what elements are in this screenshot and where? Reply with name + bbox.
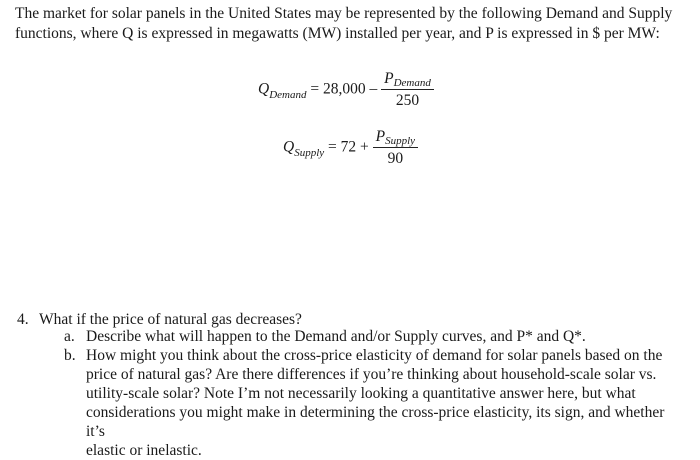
supply-q-symbol: Q xyxy=(283,138,295,156)
item-b-line-4: considerations you might make in determining the cross-price elasticity, its sign, and whether it’s xyxy=(86,404,665,440)
intro-line-2: functions, where Q is expressed in megawatts (MW) installed per year, and P is expressed in $ per MW: xyxy=(15,25,660,42)
question-item-b xyxy=(64,346,694,459)
demand-q-symbol: Q xyxy=(258,80,270,98)
item-b-text xyxy=(86,346,676,460)
item-b-line-3: utility-scale solar? Note I’m not necessarily looking a quantitative answer here, but what xyxy=(86,385,636,402)
demand-constant: = 28,000 – xyxy=(310,80,378,98)
item-b-line-5: elastic or inelastic. xyxy=(86,442,202,459)
supply-constant: = 72 + xyxy=(328,138,369,156)
supply-p-symbol: P xyxy=(375,128,386,145)
supply-p-subscript: Supply xyxy=(385,135,416,147)
intro-line-1: The market for solar panels in the United States may be represented by the following Demand and Supply xyxy=(15,5,673,22)
demand-equation xyxy=(258,70,434,110)
supply-fraction-numerator xyxy=(373,128,418,148)
intro-paragraph xyxy=(15,4,687,44)
demand-q-subscript: Demand xyxy=(269,88,307,101)
item-b-letter: b. xyxy=(64,347,76,364)
demand-p-symbol: P xyxy=(384,70,394,87)
supply-fraction-denominator: 90 xyxy=(387,150,404,167)
question-number: 4. xyxy=(17,311,29,328)
supply-q-subscript: Supply xyxy=(294,146,325,159)
item-b-line-2: price of natural gas? Are there differences if you’re thinking about household-scale solar vs. xyxy=(86,366,657,383)
supply-fraction xyxy=(373,128,418,168)
item-a-letter: a. xyxy=(64,328,75,345)
supply-equation xyxy=(283,128,418,168)
demand-fraction-numerator xyxy=(381,70,434,90)
question-text: What if the price of natural gas decreases? xyxy=(39,311,302,328)
question-item-a xyxy=(64,327,694,347)
item-a-text: Describe what will happen to the Demand and/or Supply curves, and P* and Q*. xyxy=(86,328,586,345)
demand-fraction xyxy=(381,70,434,110)
demand-p-subscript: Demand xyxy=(393,77,431,89)
item-b-line-1: How might you think about the cross-price elasticity of demand for solar panels based on the xyxy=(86,347,663,364)
demand-fraction-denominator: 250 xyxy=(395,92,420,109)
